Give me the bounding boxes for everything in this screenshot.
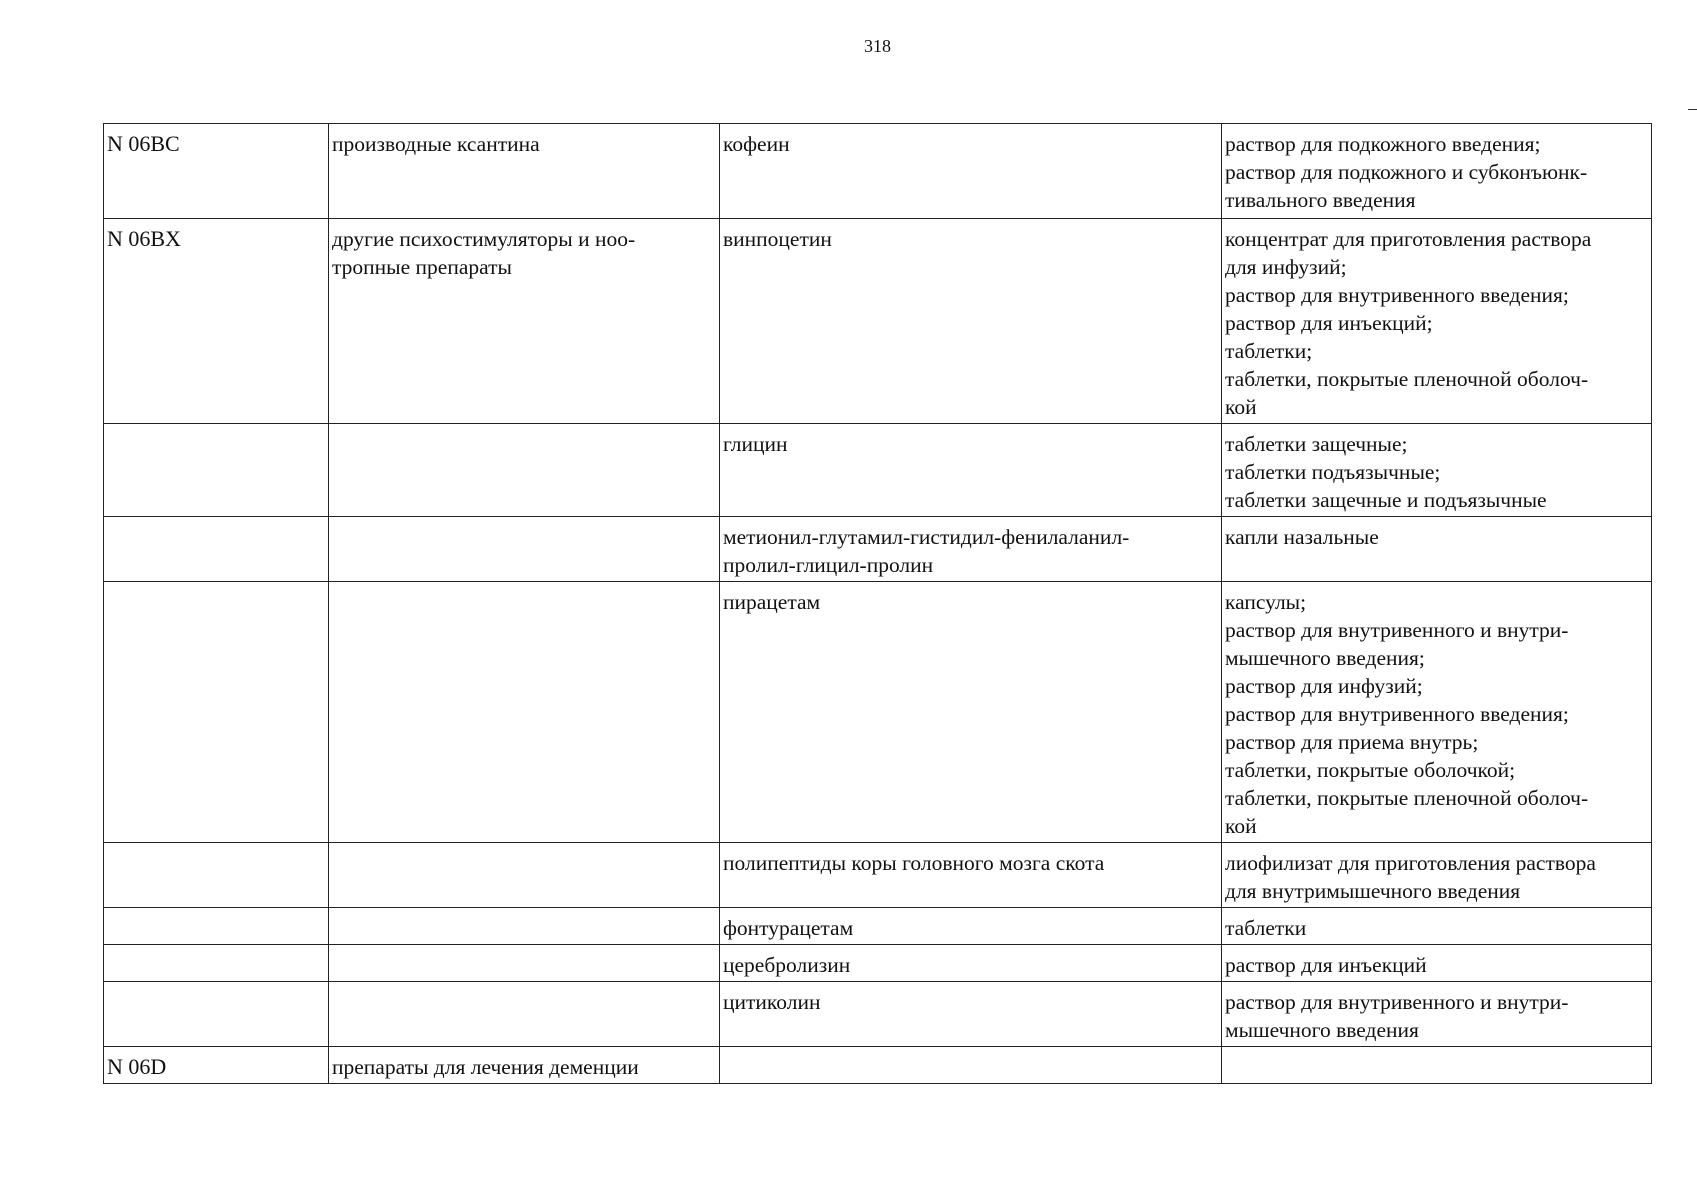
- atc-code-text: N 06BC: [107, 131, 180, 156]
- group-name-cell: [329, 1047, 720, 1084]
- substance-cell: [720, 219, 1222, 424]
- atc-code-cell: [104, 908, 329, 945]
- dosage-forms-line: капли назальные: [1225, 525, 1379, 549]
- atc-code-text: N 06BX: [107, 226, 181, 251]
- dosage-forms-cell: [1222, 945, 1652, 982]
- dosage-forms-line: раствор для внутривенного введения;: [1225, 702, 1569, 726]
- dosage-forms-line: таблетки: [1225, 916, 1307, 940]
- atc-code-cell: [104, 424, 329, 517]
- dosage-forms-line: раствор для инфузий;: [1225, 674, 1423, 698]
- substance-line: глицин: [723, 432, 788, 456]
- group-name-line: другие психостимуляторы и ноо-: [332, 227, 636, 251]
- dosage-forms-cell: [1222, 517, 1652, 582]
- dosage-forms-cell: [1222, 908, 1652, 945]
- dosage-forms-line: таблетки, покрытые пленочной оболоч-: [1225, 786, 1589, 810]
- dosage-forms-line: таблетки защечные и подъязычные: [1225, 488, 1547, 512]
- substance-cell: [720, 582, 1222, 843]
- group-name-line: производные ксантина: [332, 132, 540, 156]
- dosage-forms-line: мышечного введения: [1225, 1018, 1419, 1042]
- substance-cell: [720, 424, 1222, 517]
- dosage-forms-line: кой: [1225, 395, 1257, 419]
- dosage-forms-cell: [1222, 1047, 1652, 1084]
- atc-code-cell: [104, 945, 329, 982]
- table-row: [104, 219, 1652, 424]
- dosage-forms-line: для инфузий;: [1225, 255, 1347, 279]
- dosage-forms-cell: [1222, 424, 1652, 517]
- dosage-forms-line: раствор для внутривенного введения;: [1225, 283, 1569, 307]
- atc-code-cell: [104, 982, 329, 1047]
- substance-cell: [720, 517, 1222, 582]
- dosage-forms-line: раствор для подкожного введения;: [1225, 132, 1541, 156]
- group-name-cell: [329, 219, 720, 424]
- atc-code-cell: [104, 124, 329, 219]
- table-row: [104, 424, 1652, 517]
- margin-mark: [1688, 109, 1697, 110]
- substance-line: цитиколин: [723, 990, 821, 1014]
- group-name-line: тропные препараты: [332, 255, 512, 279]
- group-name-cell: [329, 424, 720, 517]
- dosage-forms-cell: [1222, 982, 1652, 1047]
- table-row: [104, 945, 1652, 982]
- substance-line: метионил-глутамил-гистидил-фенилаланил-: [723, 525, 1130, 549]
- substance-line: полипептиды коры головного мозга скота: [723, 851, 1105, 875]
- dosage-forms-line: раствор для приема внутрь;: [1225, 730, 1479, 754]
- table-row: [104, 908, 1652, 945]
- substance-cell: [720, 908, 1222, 945]
- dosage-forms-line: кой: [1225, 814, 1257, 838]
- substance-line: церебролизин: [723, 953, 851, 977]
- table-row: [104, 124, 1652, 219]
- dosage-forms-line: мышечного введения;: [1225, 646, 1425, 670]
- substance-line: кофеин: [723, 132, 790, 156]
- substance-line: фонтурацетам: [723, 916, 854, 940]
- dosage-forms-line: концентрат для приготовления раствора: [1225, 227, 1592, 251]
- substance-cell: [720, 945, 1222, 982]
- group-name-cell: [329, 945, 720, 982]
- atc-code-cell: [104, 219, 329, 424]
- dosage-forms-cell: [1222, 124, 1652, 219]
- atc-code-cell: [104, 1047, 329, 1084]
- table-row: [104, 1047, 1652, 1084]
- group-name-cell: [329, 982, 720, 1047]
- dosage-forms-line: таблетки, покрытые пленочной оболоч-: [1225, 367, 1589, 391]
- table-row: [104, 517, 1652, 582]
- substance-cell: [720, 124, 1222, 219]
- dosage-forms-cell: [1222, 582, 1652, 843]
- group-name-cell: [329, 843, 720, 908]
- atc-code-cell: [104, 843, 329, 908]
- table-row: [104, 843, 1652, 908]
- dosage-forms-line: раствор для инъекций: [1225, 953, 1427, 977]
- group-name-cell: [329, 517, 720, 582]
- substance-cell: [720, 843, 1222, 908]
- dosage-forms-line: раствор для внутривенного и внутри-: [1225, 618, 1569, 642]
- dosage-forms-cell: [1222, 219, 1652, 424]
- dosage-forms-line: тивального введения: [1225, 188, 1416, 212]
- substance-line: пролил-глицил-пролин: [723, 553, 934, 577]
- group-name-cell: [329, 124, 720, 219]
- table-body: [104, 124, 1652, 1084]
- page-number: 318: [864, 36, 891, 56]
- dosage-forms-line: для внутримышечного введения: [1225, 879, 1521, 903]
- substance-cell: [720, 1047, 1222, 1084]
- group-name-cell: [329, 908, 720, 945]
- group-name-line: препараты для лечения деменции: [332, 1055, 639, 1079]
- table-row: [104, 982, 1652, 1047]
- drug-table: [103, 123, 1652, 1084]
- atc-code-cell: [104, 517, 329, 582]
- dosage-forms-line: таблетки подъязычные;: [1225, 460, 1441, 484]
- dosage-forms-line: таблетки, покрытые оболочкой;: [1225, 758, 1516, 782]
- atc-code-cell: [104, 582, 329, 843]
- dosage-forms-line: раствор для внутривенного и внутри-: [1225, 990, 1569, 1014]
- group-name-cell: [329, 582, 720, 843]
- dosage-forms-line: раствор для инъекций;: [1225, 311, 1433, 335]
- dosage-forms-line: раствор для подкожного и субконъюнк-: [1225, 160, 1588, 184]
- table-row: [104, 582, 1652, 843]
- substance-line: пирацетам: [723, 590, 821, 614]
- atc-code-text: N 06D: [107, 1054, 167, 1079]
- dosage-forms-line: капсулы;: [1225, 590, 1307, 614]
- substance-cell: [720, 982, 1222, 1047]
- dosage-forms-line: лиофилизат для приготовления раствора: [1225, 851, 1596, 875]
- dosage-forms-line: таблетки;: [1225, 339, 1313, 363]
- dosage-forms-line: таблетки защечные;: [1225, 432, 1408, 456]
- dosage-forms-cell: [1222, 843, 1652, 908]
- substance-line: винпоцетин: [723, 227, 832, 251]
